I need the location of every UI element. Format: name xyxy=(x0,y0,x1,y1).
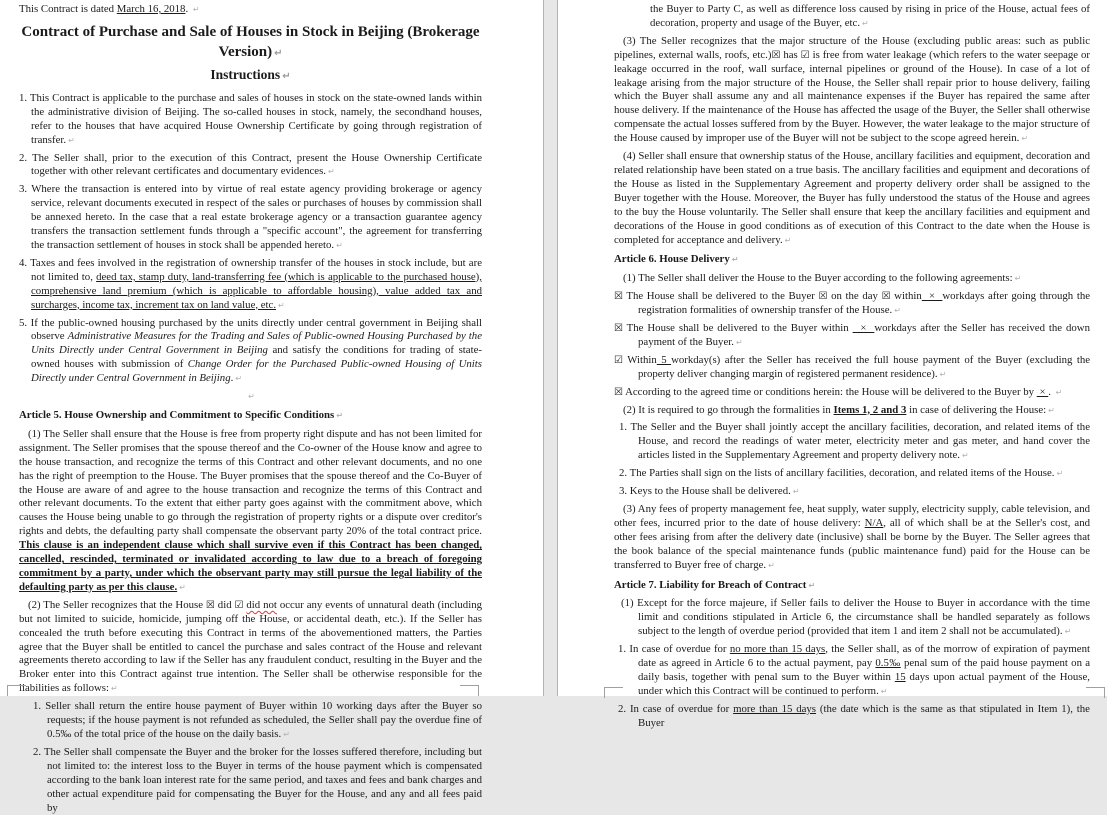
article-5-paragraph-3-rest: is free from water leakage (which refers to the water seepage or leakage occurred in the roof, wall surface, internal pipelines or ground of the House). In case of a lot of leakage arising from the major structure of the House, the Seller shall repair prior to house delivery, failing which the Buyer shall assume any and all maintenance expenses if the Buyer has repaired the same after house delivery. If the maintenance of the House has affected the usage of the Buyer, the Seller shall otherwise compensate the actual losses suffered from by the Buyer. However, the water leakage to the major structure of the House caused by improper use of the Buyer will not be subject to the scope agreed herein. xyxy=(614,48,1090,145)
on-the-day-checkbox-icon[interactable]: ☒ xyxy=(818,291,828,303)
overdue-item-1-mid2-text: penal sum of the paid house payment on a daily basis, together with penal sum to the Buyer within xyxy=(638,657,1090,683)
delivery-option-4-text: According to the agreed time or conditions herein: the House will be delivered to the Buyer by xyxy=(622,385,1037,398)
article-6-paragraph-2 xyxy=(614,404,1090,418)
formality-item-1-text: 1. The Seller and the Buyer shall jointly accept the ancillary facilities, decoration, and related items of the House, and record the readings of water meter, electricity meter and gas meter, and hand cover the articles listed in the Supplementary Agreement and property delivery note. xyxy=(619,421,1090,462)
article-6-paragraph-2-text: (2) It is required to go through the formalities in xyxy=(623,403,834,416)
overdue-item-2-text: 2. In case of overdue for xyxy=(618,702,734,715)
instruction-item-3 xyxy=(19,183,482,253)
checkbox-did-not-icon[interactable]: ☑ xyxy=(234,599,244,611)
paragraph-mark: ↵ xyxy=(1064,627,1072,637)
items-1-2-3-emphasis: Items 1, 2 and 3 xyxy=(833,403,907,416)
paragraph-mark: ↵ xyxy=(880,686,888,696)
article-6-heading-text: Article 6. House Delivery xyxy=(614,253,730,266)
text-boundary-mark-right-page-bottom-right xyxy=(1086,687,1105,698)
checkbox-did-icon[interactable]: ☒ xyxy=(205,599,215,611)
instruction-item-1 xyxy=(19,92,482,148)
article-5-paragraph-4-text: (4) Seller shall ensure that ownership status of the House, ancillary facilities and equipment, decoration and related relationship have been stated on a true basis. The ancillary facilities and equipment and decorations of the House as listed in the Supplementary Agreement and property delivery order shall be assigned to the Buyer together with the House. Moreover, the Buyer has fully understood the status of the House and agrees to the buy the House voluntarily. The Seller shall ensure that keep the ancillary facilities and equipment and decorations of the House in good conditions as of execution of this Contract to the date when the House is completed for acceptance and delivery. xyxy=(614,150,1090,246)
penal-rate-underlined: 0.5‰ xyxy=(875,657,901,670)
overdue-item-1-mid-text: , the Seller shall, as of the morrow of expiration of payment date as agreed in Article 6 to the actual payment, pay xyxy=(638,643,1090,670)
article-5-paragraph-3 xyxy=(614,35,1090,146)
overdue-item-1-end-text: days upon actual payment of the House, under which this Contract will be continued to perform. xyxy=(638,670,1091,697)
paragraph-mark: ↵ xyxy=(894,306,901,316)
instruction-item-4-underlined-taxes: deed tax, stamp duty, land-transferring fee (which is applicable to the purchased house), comprehensive land premium (which is applicable to affordable housing), value added tax and surcharges, income tax, increment tax on land value, etc. xyxy=(31,270,482,311)
instruction-item-5 xyxy=(19,317,482,387)
instruction-item-5-end: . xyxy=(230,372,234,385)
paragraph-mark: ↵ xyxy=(328,167,335,177)
article-5-paragraph-2-text: (2) The Seller recognizes that the House xyxy=(28,598,206,611)
delivery-option-2-checkbox-icon[interactable]: ☒ xyxy=(614,323,623,335)
instruction-item-5-text: 5. If the public-owned housing purchased by the units directly under central government in Beijing shall observe xyxy=(19,316,482,343)
instruction-item-2 xyxy=(19,152,482,180)
overdue-item-1-text: 1. In case of overdue for xyxy=(618,643,730,656)
article-6-paragraph-3-rest: , all of which shall be at the Seller's cost, and other fees arising from after the delivery date (inclusive) shall be borne by the Buyer. The Seller agrees that the book balance of the special maintenance funds (public maintenance fund) paid for the House can be transferred to Buyer free of charge. xyxy=(614,516,1090,571)
article-6-heading xyxy=(614,253,1090,267)
paragraph-mark: ↵ xyxy=(336,411,343,421)
paragraph-mark: ↵ xyxy=(192,5,200,14)
formality-item-3 xyxy=(614,485,1090,499)
article-6-paragraph-1 xyxy=(614,272,1090,286)
delivery-option-3-checkbox-icon[interactable]: ☑ xyxy=(614,354,623,366)
checkbox-has-icon[interactable]: ☒ xyxy=(771,49,781,61)
delivery-option-2-rest: workdays after the Seller has received the down payment of the Buyer. xyxy=(638,322,1090,348)
delivery-option-1-rest: workdays after going through the registration formalities of ownership transfer of the House. xyxy=(638,290,1091,317)
paragraph-mark: ↵ xyxy=(110,684,118,694)
na-blank-field[interactable]: N/A xyxy=(864,516,884,529)
article-6-paragraph-3-text: (3) Any fees of property management fee, heat supply, water supply, electricity supply, cable television, and other fees, incurred prior to the date of house delivery: xyxy=(614,503,1090,529)
overdue-item-1 xyxy=(614,643,1090,699)
text-boundary-mark-right-page-bottom-left xyxy=(604,687,623,698)
on-the-day-label: on the day xyxy=(827,290,882,303)
paragraph-mark: ↵ xyxy=(248,392,255,402)
formality-item-2 xyxy=(614,467,1090,481)
did-not-label-misspelled: did not xyxy=(246,598,277,611)
more-than-15-days-underlined: more than 15 days xyxy=(733,702,817,715)
article-7-heading xyxy=(614,579,1090,593)
contract-date[interactable]: March 16, 2018 xyxy=(116,3,186,15)
workdays-blank-field[interactable]: × xyxy=(921,290,943,303)
article-5-paragraph-1 xyxy=(19,428,482,595)
article-6-paragraph-1-text: (1) The Seller shall deliver the House to the Buyer according to the following agreements: xyxy=(623,272,1013,285)
delivery-option-1-checkbox-icon[interactable]: ☒ xyxy=(614,291,623,303)
article-5-paragraph-1-text: (1) The Seller shall ensure that the House is free from property right dispute and has not been limited for assignment. The Seller promises that the spouse thereof and the Co-owner of the House know and agree to the house transaction, and recognize the terms of this Contract and other relevant documents, and no one has the right of preemption to the House. The Buyer promises that the spouse thereof and the Co-Buyer of the House are aware of and agree to the house transaction and recognize the terms of this Contract and other relevant documents. To the extent that either party goes against with the commitment above, which causes the House being unable to go through the registration of property rights or a dispute over creditor's rights and debts, the defaulting party shall compensate the observant party 20% of the total contract price. xyxy=(19,427,482,538)
paragraph-mark: ↵ xyxy=(862,18,869,28)
instructions-heading xyxy=(19,66,482,85)
text-boundary-mark-left-page-bottom-right xyxy=(460,685,479,696)
formality-item-1 xyxy=(614,421,1090,463)
no-more-than-15-days-underlined: no more than 15 days xyxy=(729,643,826,656)
instruction-item-2-text: 2. The Seller shall, prior to the execution of this Contract, present the House Ownership Certificate together with other relevant certificates and documentary evidences. xyxy=(19,151,482,178)
five-workdays-blank-field[interactable]: 5 xyxy=(656,353,672,366)
delivery-option-4-checkbox-icon[interactable]: ☒ xyxy=(614,386,623,398)
liability-item-1-text: 1. Seller shall return the entire house payment of Buyer within 10 working days after the Buyer so requests; if the house payment is not refunded as scheduled, the Seller shall pay the overdue fine of 0.5‰ of the total price of the house on the daily basis. xyxy=(33,700,482,740)
article-5-paragraph-3-text: (3) The Seller recognizes that the major structure of the House (excluding public areas: such as public pipelines, external walls, roofs, etc.) xyxy=(614,34,1090,61)
article-5-heading xyxy=(19,409,482,423)
instruction-item-5-mid-text: and satisfy the conditions for trading of state-owned houses with submission of xyxy=(31,344,482,371)
overdue-item-2 xyxy=(614,703,1090,731)
fifteen-days-underlined: 15 xyxy=(894,670,906,683)
delivery-option-2 xyxy=(614,322,1090,350)
instruction-item-4 xyxy=(19,257,482,313)
delivery-option-4-end: . xyxy=(1048,385,1054,398)
paragraph-mark: ↵ xyxy=(1056,469,1064,479)
within-checkbox-icon[interactable]: ☒ xyxy=(881,291,891,303)
paragraph-mark: ↵ xyxy=(282,70,291,82)
document-title-text: Contract of Purchase and Sale of Houses in Stock in Beijing (Brokerage Version) xyxy=(21,23,480,60)
date-line-prefix: This Contract is dated xyxy=(19,3,117,15)
instruction-item-1-text: 1. This Contract is applicable to the purchase and sales of houses in stock on the state-owned lands within the administrative division of Beijing. The so-called houses in stock, namely, the secondhand houses, refer to the houses that have acquired House Ownership Certificate by going through registration of transfer. xyxy=(19,91,482,146)
article-5-heading-text: Article 5. House Ownership and Commitment to Specific Conditions xyxy=(19,409,335,422)
did-label: did xyxy=(214,598,235,611)
page-left xyxy=(0,0,543,814)
paragraph-mark: ↵ xyxy=(808,580,816,590)
article-7-paragraph-1 xyxy=(614,597,1090,639)
instruction-item-4-text: 4. Taxes and fees involved in the registration of ownership transfer of the houses in stock include, but are not limited to, xyxy=(19,256,482,283)
paragraph-mark: ↵ xyxy=(274,47,283,59)
date-line xyxy=(19,3,482,17)
delivery-option-4 xyxy=(614,386,1090,400)
has-label: has xyxy=(780,48,801,61)
formality-item-2-text: 2. The Parties shall sign on the lists of ancillary facilities, decoration, and related items of the House. xyxy=(619,467,1055,480)
cited-change-order-title: Change Order for the Purchased Public-owned Housing of Units Directly under Central Government in Beijing xyxy=(31,358,482,385)
delivery-option-3-rest: workday(s) after the Seller has received the full house payment of the Buyer (excluding the property deliver changing margin of registered permanent residence). xyxy=(638,353,1091,380)
delivery-option-1 xyxy=(614,290,1090,318)
paragraph-mark: ↵ xyxy=(768,560,775,570)
page-gap xyxy=(543,0,558,696)
paragraph-mark: ↵ xyxy=(1048,405,1055,415)
liability-item-2 xyxy=(19,746,482,815)
down-payment-workdays-blank-field[interactable]: × xyxy=(852,322,875,335)
delivery-option-2-text: The House shall be delivered to the Buyer within xyxy=(622,322,853,335)
article-7-paragraph-1-text: (1) Except for the force majeure, if Seller fails to deliver the House to Buyer in accordance with the time limit and conditions stipulated in Article 6, the circumstance shall be handled separately as follows subject to the length of overdue period (provided that item 1 and item 2 shall not be accumulated). xyxy=(621,597,1090,638)
paragraph-mark: ↵ xyxy=(283,729,290,739)
article-7-heading-text: Article 7. Liability for Breach of Contract xyxy=(614,578,807,591)
article-5-paragraph-2 xyxy=(19,599,482,696)
paragraph-mark: ↵ xyxy=(939,369,947,379)
paragraph-mark: ↵ xyxy=(792,487,800,497)
paragraph-mark: ↵ xyxy=(962,451,969,461)
formality-item-3-text: 3. Keys to the House shall be delivered. xyxy=(619,485,791,498)
liability-item-2-text: 2. The Seller shall compensate the Buyer and the broker for the losses suffered therefore, including but not limited to: the interest loss to the Buyer in terms of the house payment which is compensated according to the bank loan interest rate for the same period, and taxes and fees and bank charges and other actual expenditure paid for compensating the Buyer for the House, and any and all fees paid by xyxy=(33,745,482,814)
article-5-paragraph-4 xyxy=(614,150,1090,247)
paragraph-mark: ↵ xyxy=(179,582,186,592)
text-boundary-mark-left-page-bottom-left xyxy=(7,685,26,696)
within-label: within xyxy=(890,290,922,303)
paragraph-mark: ↵ xyxy=(68,135,75,145)
agreed-time-blank-field[interactable]: × xyxy=(1036,385,1049,398)
paragraph-mark: ↵ xyxy=(731,255,739,265)
article-6-paragraph-2-rest: in case of delivering the House: xyxy=(906,403,1047,416)
cited-regulation-title: Administrative Measures for the Trading and Sales of Public-owned Housing Purchased by the Units Directly under Central Government in Beijing xyxy=(31,330,482,357)
empty-paragraph xyxy=(19,390,482,403)
checkbox-is-free-icon[interactable]: ☑ xyxy=(800,49,810,61)
overdue-item-2-rest: (the date which is the same as that stipulated in Item 1), the Buyer xyxy=(638,702,1090,729)
independent-clause-text: This clause is an independent clause which shall survive even if this Contract has been changed, cancelled, rescinded, terminated or invalidated according to law due to a breach of foregoing commitment by a party, under which the observant party may still pursue the legal liability of the defaulting party as per this clause. xyxy=(19,539,482,593)
paragraph-mark: ↵ xyxy=(735,337,743,347)
liability-item-2-continuation-text: the Buyer to Party C, as well as difference loss caused by rising in price of the House, actual fees of decoration, property and usage of the Buyer, etc. xyxy=(650,3,1090,29)
paragraph-mark: ↵ xyxy=(1055,387,1063,397)
paragraph-mark: ↵ xyxy=(235,374,243,384)
paragraph-mark: ↵ xyxy=(1021,134,1029,144)
delivery-option-3 xyxy=(614,354,1090,382)
delivery-option-1-text: The House shall be delivered to the Buyer xyxy=(622,290,819,303)
paragraph-mark: ↵ xyxy=(1014,274,1022,284)
paragraph-mark: ↵ xyxy=(784,235,792,245)
article-5-paragraph-2-rest: occur any events of unnatural death (including but not limited to suicide, homicide, jumping off the House, or accidental death, etc.). If the Seller has concealed the truth before executing this Contract in terms of the abovementioned matters, the Parties agree that the Buyer shall be entitled to cancel the purchase and sales contract of the House and relevant agreements thereto according to law if the Seller has any fraudulent conduct, resulting in the Buyer and the Broker enter into this Contract against true intention. The Seller shall be otherwise responsible for the liabilities as follows: xyxy=(19,598,483,695)
instruction-item-3-text: 3. Where the transaction is entered into by virtue of real estate agency providing brokerage or agency service, relevant documents executed in respect of the sales or purchases of houses by commission shall be annexed hereto. In the case that a real estate brokerage agency or a transaction guarantee agency transfers the transaction settlement funds through a "specific account", the agreement for transferring the transaction settlement of houses in stock shall be appended hereto. xyxy=(19,183,482,251)
liability-item-1 xyxy=(19,700,482,742)
document-title xyxy=(19,22,482,64)
instructions-heading-text: Instructions xyxy=(210,66,281,82)
paragraph-mark: ↵ xyxy=(278,300,285,310)
date-line-suffix: . xyxy=(185,3,191,15)
paragraph-mark: ↵ xyxy=(336,240,343,250)
page-right xyxy=(558,0,1107,729)
article-6-paragraph-3 xyxy=(614,503,1090,573)
delivery-option-3-text: Within xyxy=(622,353,657,366)
liability-item-2-continuation xyxy=(650,3,1090,31)
